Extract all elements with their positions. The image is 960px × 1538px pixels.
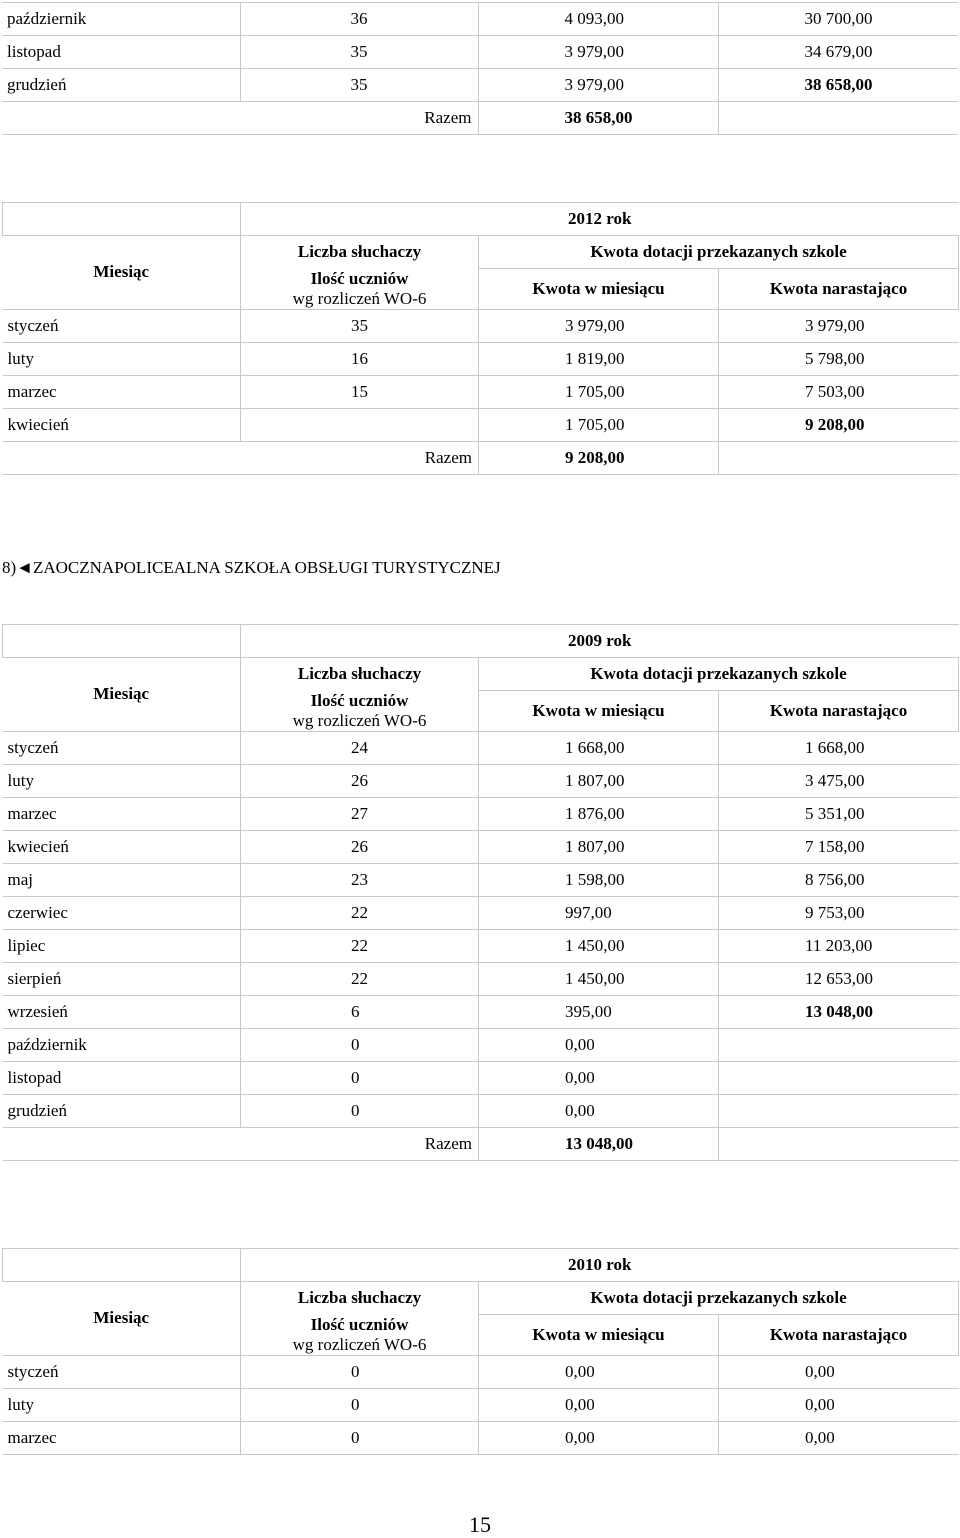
top-table-body bbox=[2, 3, 958, 135]
count-cell: 16 bbox=[241, 342, 479, 375]
students-header: Ilość uczniów wg rozliczeń WO-6 bbox=[241, 1315, 479, 1356]
table-row bbox=[2, 69, 958, 102]
count-cell: 26 bbox=[241, 830, 479, 863]
table-2012 bbox=[2, 202, 959, 475]
count-cell: 24 bbox=[241, 731, 479, 764]
table-row bbox=[3, 863, 959, 896]
count-cell: 35 bbox=[240, 69, 478, 102]
monthly-amount-cell: 1 705,00 bbox=[479, 408, 719, 441]
table-row bbox=[3, 408, 959, 441]
table-row bbox=[3, 1388, 959, 1421]
cumulative-amount-cell: 34 679,00 bbox=[718, 36, 958, 69]
monthly-amount-cell: 0,00 bbox=[479, 1388, 719, 1421]
cumulative-amount-cell: 5 798,00 bbox=[719, 342, 959, 375]
month-cell: grudzień bbox=[3, 1094, 241, 1127]
total-row bbox=[3, 1127, 959, 1160]
month-header: Miesiąc bbox=[3, 658, 241, 732]
blank-cell bbox=[2, 102, 240, 135]
monthly-amount-cell: 3 979,00 bbox=[478, 69, 718, 102]
month-cell: marzec bbox=[3, 375, 241, 408]
cumulative-header: Kwota narastająco bbox=[719, 1315, 959, 1356]
table-row bbox=[3, 1061, 959, 1094]
cumulative-amount-cell: 0,00 bbox=[719, 1355, 959, 1388]
table-row bbox=[3, 342, 959, 375]
monthly-amount-cell: 1 598,00 bbox=[479, 863, 719, 896]
cumulative-amount-cell: 3 475,00 bbox=[719, 764, 959, 797]
cumulative-amount-cell: 0,00 bbox=[719, 1388, 959, 1421]
table-2009-body bbox=[3, 731, 959, 1160]
total-value: 38 658,00 bbox=[478, 102, 718, 135]
cumulative-header: Kwota narastająco bbox=[719, 691, 959, 732]
month-header: Miesiąc bbox=[3, 236, 241, 310]
students-header: Ilość uczniów wg rozliczeń WO-6 bbox=[241, 691, 479, 732]
total-value: 9 208,00 bbox=[479, 441, 719, 474]
cumulative-amount-cell: 30 700,00 bbox=[718, 3, 958, 36]
count-cell: 15 bbox=[241, 375, 479, 408]
count-cell bbox=[241, 408, 479, 441]
grant-header: Kwota dotacji przekazanych szkole bbox=[479, 236, 959, 269]
cumulative-amount-cell: 9 753,00 bbox=[719, 896, 959, 929]
total-row bbox=[2, 102, 958, 135]
month-header: Miesiąc bbox=[3, 1282, 241, 1356]
monthly-amount-cell: 3 979,00 bbox=[478, 36, 718, 69]
cumulative-amount-cell: 5 351,00 bbox=[719, 797, 959, 830]
monthly-header: Kwota w miesiącu bbox=[479, 1315, 719, 1356]
count-cell: 22 bbox=[241, 962, 479, 995]
monthly-amount-cell: 997,00 bbox=[479, 896, 719, 929]
table-row bbox=[3, 375, 959, 408]
monthly-amount-cell: 0,00 bbox=[479, 1061, 719, 1094]
month-cell: luty bbox=[3, 1388, 241, 1421]
listeners-header: Liczba słuchaczy bbox=[241, 658, 479, 691]
listeners-header: Liczba słuchaczy bbox=[241, 236, 479, 269]
monthly-amount-cell: 4 093,00 bbox=[478, 3, 718, 36]
month-cell: luty bbox=[3, 342, 241, 375]
monthly-amount-cell: 1 876,00 bbox=[479, 797, 719, 830]
count-cell: 0 bbox=[241, 1388, 479, 1421]
count-cell: 0 bbox=[241, 1421, 479, 1454]
count-cell: 0 bbox=[241, 1061, 479, 1094]
monthly-amount-cell: 3 979,00 bbox=[479, 309, 719, 342]
table-row bbox=[3, 797, 959, 830]
table-row bbox=[3, 731, 959, 764]
count-cell: 23 bbox=[241, 863, 479, 896]
total-label: Razem bbox=[241, 1127, 479, 1160]
empty-cell bbox=[718, 102, 958, 135]
cumulative-amount-cell: 8 756,00 bbox=[719, 863, 959, 896]
monthly-amount-cell: 0,00 bbox=[479, 1355, 719, 1388]
count-cell: 35 bbox=[240, 36, 478, 69]
count-cell: 22 bbox=[241, 929, 479, 962]
month-cell: styczeń bbox=[3, 309, 241, 342]
blank-cell bbox=[3, 441, 241, 474]
cumulative-amount-cell: 7 158,00 bbox=[719, 830, 959, 863]
month-cell: lipiec bbox=[3, 929, 241, 962]
table-2009-header bbox=[3, 625, 959, 732]
cumulative-amount-cell bbox=[719, 1094, 959, 1127]
total-row bbox=[3, 441, 959, 474]
table-row bbox=[3, 1028, 959, 1061]
students-header: Ilość uczniów wg rozliczeń WO-6 bbox=[241, 269, 479, 310]
month-cell: listopad bbox=[3, 1061, 241, 1094]
year-label: 2009 rok bbox=[241, 625, 959, 658]
monthly-amount-cell: 1 807,00 bbox=[479, 764, 719, 797]
cumulative-amount-cell: 13 048,00 bbox=[719, 995, 959, 1028]
table-row bbox=[3, 309, 959, 342]
grant-header: Kwota dotacji przekazanych szkole bbox=[479, 1282, 959, 1315]
month-cell: listopad bbox=[2, 36, 240, 69]
month-cell: wrzesień bbox=[3, 995, 241, 1028]
table-row bbox=[3, 1355, 959, 1388]
blank-cell bbox=[3, 1127, 241, 1160]
monthly-amount-cell: 1 807,00 bbox=[479, 830, 719, 863]
table-row bbox=[2, 3, 958, 36]
cumulative-amount-cell bbox=[719, 1028, 959, 1061]
table-row bbox=[3, 896, 959, 929]
monthly-amount-cell: 1 819,00 bbox=[479, 342, 719, 375]
count-cell: 0 bbox=[241, 1094, 479, 1127]
total-label: Razem bbox=[240, 102, 478, 135]
table-row bbox=[3, 929, 959, 962]
grant-header: Kwota dotacji przekazanych szkole bbox=[479, 658, 959, 691]
cumulative-amount-cell: 1 668,00 bbox=[719, 731, 959, 764]
monthly-amount-cell: 1 705,00 bbox=[479, 375, 719, 408]
count-cell: 36 bbox=[240, 3, 478, 36]
count-cell: 27 bbox=[241, 797, 479, 830]
cumulative-amount-cell: 9 208,00 bbox=[719, 408, 959, 441]
monthly-amount-cell: 0,00 bbox=[479, 1094, 719, 1127]
monthly-header: Kwota w miesiącu bbox=[479, 691, 719, 732]
monthly-amount-cell: 395,00 bbox=[479, 995, 719, 1028]
table-row bbox=[3, 1094, 959, 1127]
table-row bbox=[2, 36, 958, 69]
table-row bbox=[3, 995, 959, 1028]
cumulative-amount-cell: 7 503,00 bbox=[719, 375, 959, 408]
month-cell: styczeń bbox=[3, 731, 241, 764]
monthly-amount-cell: 1 668,00 bbox=[479, 731, 719, 764]
table-2009 bbox=[2, 624, 959, 1161]
page-number: 15 bbox=[469, 1512, 491, 1537]
table-row bbox=[3, 962, 959, 995]
month-cell: maj bbox=[3, 863, 241, 896]
month-cell: październik bbox=[3, 1028, 241, 1061]
table-row bbox=[3, 1421, 959, 1454]
table-2010-header bbox=[3, 1249, 959, 1356]
year-label: 2012 rok bbox=[241, 203, 959, 236]
monthly-amount-cell: 1 450,00 bbox=[479, 929, 719, 962]
cumulative-amount-cell: 3 979,00 bbox=[719, 309, 959, 342]
cumulative-amount-cell: 11 203,00 bbox=[719, 929, 959, 962]
count-cell: 0 bbox=[241, 1028, 479, 1061]
total-value: 13 048,00 bbox=[479, 1127, 719, 1160]
table-2010-body bbox=[3, 1355, 959, 1454]
table-2010 bbox=[2, 1248, 959, 1455]
top-continuation-table bbox=[2, 2, 958, 135]
table-row bbox=[3, 764, 959, 797]
cumulative-amount-cell: 12 653,00 bbox=[719, 962, 959, 995]
month-cell: październik bbox=[2, 3, 240, 36]
monthly-header: Kwota w miesiącu bbox=[479, 269, 719, 310]
total-label: Razem bbox=[241, 441, 479, 474]
table-2012-header bbox=[3, 203, 959, 310]
cumulative-amount-cell bbox=[719, 1061, 959, 1094]
table-row bbox=[3, 830, 959, 863]
month-cell: kwiecień bbox=[3, 830, 241, 863]
count-cell: 35 bbox=[241, 309, 479, 342]
month-cell: marzec bbox=[3, 797, 241, 830]
monthly-amount-cell: 0,00 bbox=[479, 1028, 719, 1061]
year-label: 2010 rok bbox=[241, 1249, 959, 1282]
month-cell: sierpień bbox=[3, 962, 241, 995]
monthly-amount-cell: 1 450,00 bbox=[479, 962, 719, 995]
month-cell: grudzień bbox=[2, 69, 240, 102]
cumulative-header: Kwota narastająco bbox=[719, 269, 959, 310]
count-cell: 26 bbox=[241, 764, 479, 797]
month-cell: marzec bbox=[3, 1421, 241, 1454]
count-cell: 0 bbox=[241, 1355, 479, 1388]
cumulative-amount-cell: 0,00 bbox=[719, 1421, 959, 1454]
count-cell: 22 bbox=[241, 896, 479, 929]
month-cell: styczeń bbox=[3, 1355, 241, 1388]
monthly-amount-cell: 0,00 bbox=[479, 1421, 719, 1454]
table-2012-body bbox=[3, 309, 959, 474]
month-cell: luty bbox=[3, 764, 241, 797]
empty-cell bbox=[719, 1127, 959, 1160]
section-title: 8)◄ZAOCZNAPOLICEALNA SZKOŁA OBSŁUGI TURYSTYCZNEJ bbox=[2, 558, 501, 577]
month-cell: kwiecień bbox=[3, 408, 241, 441]
listeners-header: Liczba słuchaczy bbox=[241, 1282, 479, 1315]
month-cell: czerwiec bbox=[3, 896, 241, 929]
empty-cell bbox=[719, 441, 959, 474]
count-cell: 6 bbox=[241, 995, 479, 1028]
cumulative-amount-cell: 38 658,00 bbox=[718, 69, 958, 102]
